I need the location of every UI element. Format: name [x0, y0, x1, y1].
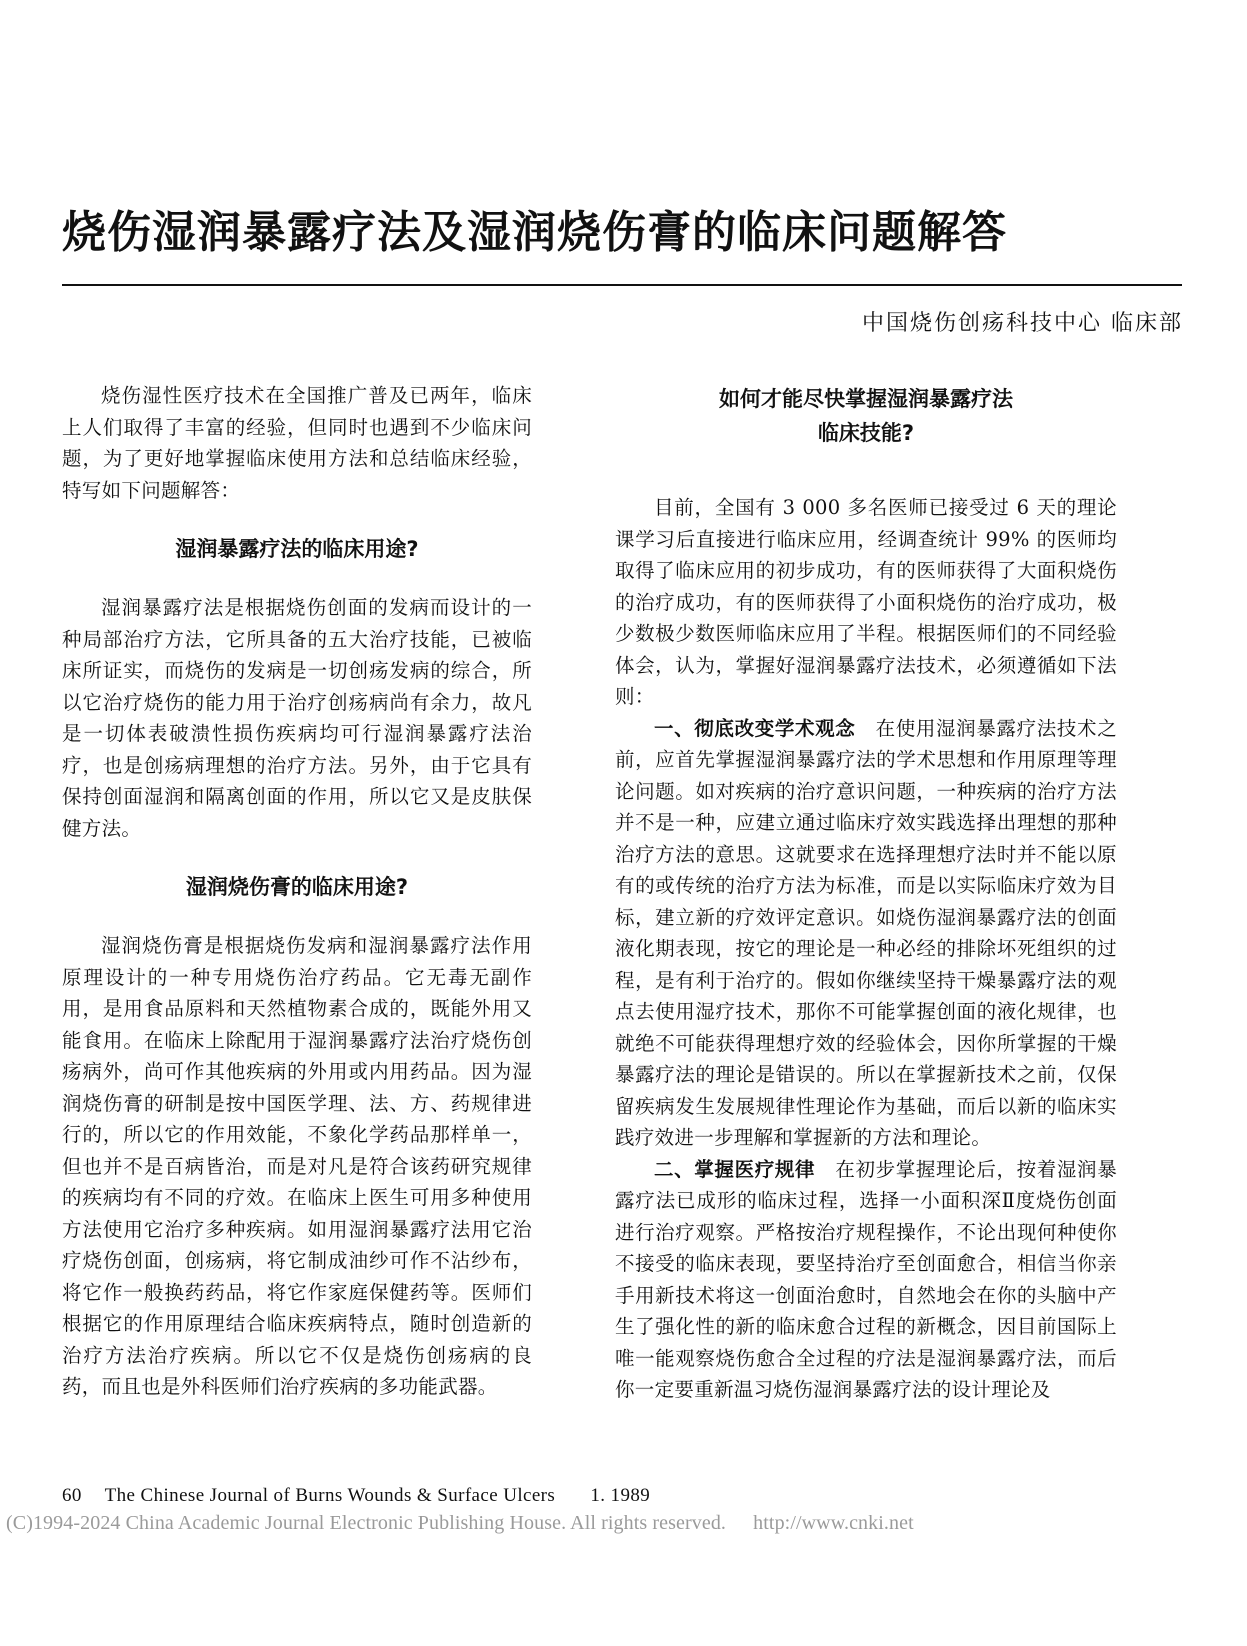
- section-heading-line: 如何才能尽快掌握湿润暴露疗法: [719, 387, 1013, 411]
- copyright-text: (C)1994-2024 China Academic Journal Electronic Publishing House. All rights reserved.: [6, 1512, 727, 1534]
- intro-paragraph: 烧伤湿性医疗技术在全国推广普及已两年，临床上人们取得了丰富的经验，但同时也遇到不少临床问题，为了更好地掌握临床使用方法和总结临床经验，特写如下问题解答：: [62, 384, 532, 502]
- body-paragraph: 目前，全国有 3 000 多名医师已接受过 6 天的理论课学习后直接进行临床应用，经调查统计 99% 的医师均取得了临床应用的初步成功，有的医师获得了大面积烧伤的治疗成功，有的医师获得了小面积烧伤的治疗成功，极少数极少数医师临床应用了半程。根据医师们的不同经验体会，认为，掌握好湿润暴露疗法技术，必须遵循如下法则：: [615, 496, 1117, 708]
- point-lead: 一、彻底改变学术观念: [654, 716, 856, 740]
- section-heading: 湿润暴露疗法的临床用途?: [175, 537, 419, 561]
- cnki-link[interactable]: http://www.cnki.net: [753, 1512, 914, 1534]
- body-paragraph: 湿润烧伤膏是根据烧伤发病和湿润暴露疗法作用原理设计的一种专用烧伤治疗药品。它无毒无副作用，是用食品原料和天然植物素合成的，既能外用又能食用。在临床上除配用于湿润暴露疗法治疗烧伤创疡病外，尚可作其他疾病的外用或内用药品。因为湿润烧伤膏的研制是按中国医学理、法、方、药规律进行的，所以它的作用效能，不象化学药品那样单一，但也并不是百病皆治，而是对凡是符合该药研究规律的疾病均有不同的疗效。在临床上医生可用多种使用方法使用它治疗多种疾病。如用湿润暴露疗法用它治疗烧伤创面，创疡病，将它制成油纱可作不沾纱布，将它作一般换药药品，将它作家庭保健药等。医师们根据它的作用原理结合临床疾病特点，随时创造新的治疗方法治疗疾病。所以它不仅是烧伤创疡病的良药，而且也是外科医师们治疗疾病的多功能武器。: [62, 934, 532, 1398]
- right-column: [615, 382, 1117, 1406]
- left-column: [62, 380, 532, 1403]
- copyright-watermark: [0, 1512, 1247, 1535]
- title-divider: [62, 284, 1182, 286]
- point-lead: 二、掌握医疗规律: [654, 1157, 816, 1181]
- journal-name: The Chinese Journal of Burns Wounds & Surface Ulcers: [104, 1485, 556, 1506]
- author-affiliation: 中国烧伤创疡科技中心 临床部: [862, 311, 1183, 336]
- page-number: 60: [62, 1485, 82, 1506]
- section-heading: 湿润烧伤膏的临床用途?: [185, 875, 409, 899]
- article-title: 烧伤湿润暴露疗法及湿润烧伤膏的临床问题解答: [62, 207, 1007, 258]
- body-paragraph: 湿润暴露疗法是根据烧伤创面的发病而设计的一种局部治疗方法，它所具备的五大治疗技能，已被临床所证实，而烧伤的发病是一切创疡发病的综合，所以它治疗烧伤的能力用于治疗创疡病尚有余力，故凡是一切体表破溃性损伤疾病均可行湿润暴露疗法治疗，也是创疡病理想的治疗方法。另外，由于它具有保持创面湿润和隔离创面的作用，所以它又是皮肤保健方法。: [62, 596, 532, 840]
- issue-number: 1. 1989: [590, 1485, 651, 1506]
- point-text: 在使用湿润暴露疗法技术之前，应首先掌握湿润暴露疗法的学术思想和作用原理等理论问题。如对疾病的治疗意识问题，一种疾病的治疗方法并不是一种，应建立通过临床疗效实践选择出理想的那种治疗方法的意思。这就要求在选择理想疗法时并不能以原有的或传统的治疗方法为标准，而是以实际临床疗效为目标，建立新的疗效评定意识。如烧伤湿润暴露疗法的创面液化期表现，按它的理论是一种必经的排除坏死组织的过程，是有利于治疗的。假如你继续坚持干燥暴露疗法的观点去使用湿疗技术，那你不可能掌握创面的液化规律，也就绝不可能获得理想疗效的经验体会，因你所掌握的干燥暴露疗法的理论是错误的。所以在掌握新技术之前，仅保留疾病发生发展规律性理论作为基础，而后以新的临床实践疗效进一步理解和掌握新的方法和理论。: [615, 716, 1117, 1149]
- point-paragraph: [615, 1154, 1117, 1406]
- section-heading-line: 临床技能?: [817, 421, 915, 445]
- point-paragraph: [615, 713, 1117, 1154]
- page-footer: [62, 1485, 650, 1507]
- point-text: 在初步掌握理论后，按着湿润暴露疗法已成形的临床过程，选择一小面积深Ⅱ度烧伤创面进行治疗观察。严格按治疗规程操作，不论出现何种使你不接受的临床表现，要坚持治疗至创面愈合，相信当你亲手用新技术将这一创面治愈时，自然地会在你的头脑中产生了强化性的新的临床愈合过程的新概念，因目前国际上唯一能观察烧伤愈合全过程的疗法是湿润暴露疗法，而后你一定要重新温习烧伤湿润暴露疗法的设计理论及: [615, 1157, 1117, 1401]
